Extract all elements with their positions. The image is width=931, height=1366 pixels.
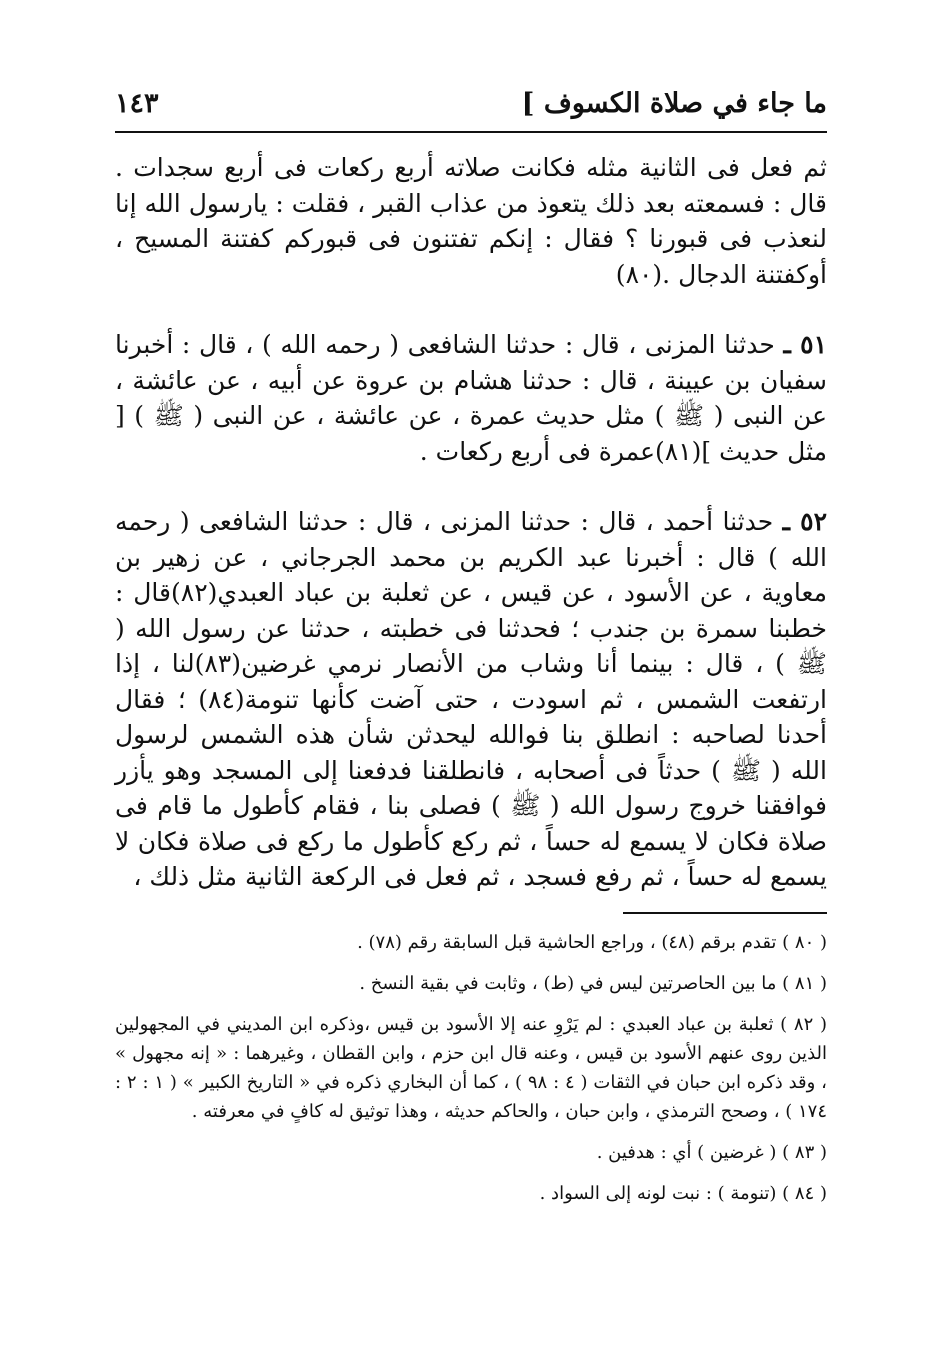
footnote-80: ( ٨٠ ) تقدم برقم (٤٨) ، وراجع الحاشية قبل السابقة رقم (٧٨) . <box>357 932 827 953</box>
paragraph-number: ٥١ ـ <box>783 330 828 359</box>
header-rule <box>115 131 827 133</box>
paragraph-body <box>115 327 827 469</box>
page-number: ١٤٣ <box>115 88 159 119</box>
paragraph-body <box>115 504 827 895</box>
paragraph-number: ٥٢ ـ <box>782 507 827 536</box>
footnote-82: ( ٨٢ ) ثعلبة بن عباد العبدي : لم يَرْوِ عنه إلا الأسود بن قيس ،وذكره ابن المديني في المجهولين الذين روى عنهم الأسود بن قيس ، وعنه قال ابن حزم ، وابن القطان ، وغيرهما : « إنه مجهول » ، وقد ذكره ابن حبان في الثقات ( ٤ : ٩٨ ) ، كما أن البخاري ذكره في « التاريخ الكبير » ( ١ : ٢ : ١٧٤ ) ، وصحح الترمذي ، وابن حبان ، والحاكم حديثه ، وهذا توثيق له كافٍ في معرفته . <box>115 1014 827 1122</box>
paragraph-text: حدثنا أحمد ، قال : حدثنا المزنى ، قال : حدثنا الشافعى ( رحمه الله ) قال : أخبرنا عبد الكريم بن محمد الجرجاني ، عن زهير بن معاوية ، عن الأسود ، عن قيس ، عن ثعلبة بن عباد العبدي(٨٢)قال : خطبنا سمرة بن جندب ؛ فحدثنا فى خطبته ، حدثنا عن رسول الله ( ﷺ ) ، قال : بينما أنا وشاب من الأنصار نرمي غرضين(٨٣)لنا ، إذا ارتفعت الشمس ، ثم اسودت ، حتى آضت كأنها تنومة(٨٤) ؛ فقال أحدنا لصاحبه : انطلق بنا فوالله ليحدثن شأن هذه الشمس لرسول الله ( ﷺ ) حدثاً فى أصحابه ، فانطلقنا فدفعنا إلى المسجد وهو يأزر فوافقنا خروج رسول الله ( ﷺ ) فصلى بنا ، فقام كأطول ما قام فى صلاة فكان لا يسمع له حساً ، ثم ركع كأطول ما ركع فى صلاة فكان لا يسمع له حساً ، ثم رفع فسجد ، ثم فعل فى الركعة الثانية مثل ذلك ، <box>115 507 827 891</box>
running-title: ما جاء في صلاة الكسوف ] <box>521 88 827 119</box>
footnote-84: ( ٨٤ ) (تنومة ) : نبت لونه إلى السواد . <box>539 1183 827 1204</box>
footnote-83: ( ٨٣ ) ( غرضين ) أي : هدفين . <box>596 1142 827 1163</box>
paragraph-52 <box>115 504 827 895</box>
paragraph-text: حدثنا المزنى ، قال : حدثنا الشافعى ( رحمه الله ) ، قال : أخبرنا سفيان بن عيينة ، قال : حدثنا هشام بن عروة عن أبيه ، عن عائشة ، عن النبى ( ﷺ ) مثل حديث عمرة ، عن عائشة ، عن النبى ( ﷺ ) [ مثل حديث ](٨١)عمرة فى أربع ركعات . <box>115 330 827 466</box>
footnote-81: ( ٨١ ) ما بين الحاصرتين ليس في (ط) ، وثابت في بقية النسخ . <box>359 973 827 994</box>
paragraph-51 <box>115 327 827 469</box>
footnotes <box>115 928 827 1208</box>
footnote-rule <box>623 912 827 914</box>
paragraph-continuation <box>115 150 827 292</box>
page-header <box>115 88 827 128</box>
paragraph-text: ثم فعل فى الثانية مثله فكانت صلاته أربع ركعات فى أربع سجدات . قال : فسمعته بعد ذلك يتعوذ من عذاب القبر ، فقلت : يارسول الله إنا لنعذب فى قبورنا ؟ فقال : إنكم تفتنون فى قبوركم كفتنة المسيح ، أوكفتنة الدجال .(٨٠) <box>115 153 827 289</box>
main-text <box>115 150 827 895</box>
